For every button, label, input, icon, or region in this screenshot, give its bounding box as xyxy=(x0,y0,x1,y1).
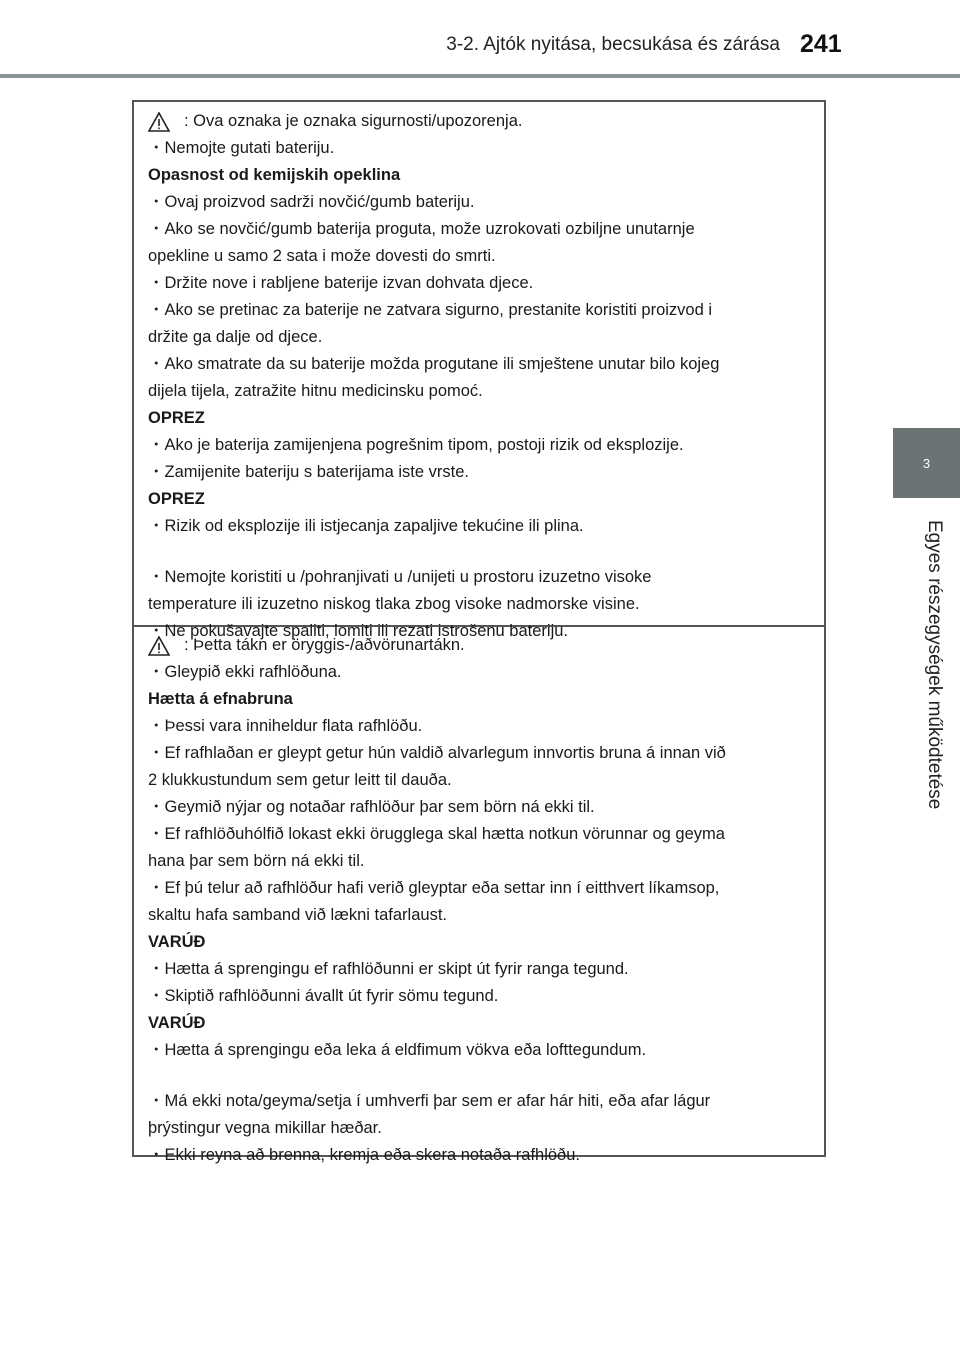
text-line: ・Ovaj proizvod sadrži novčić/gumb bateriju. xyxy=(148,193,475,211)
text-line: hana þar sem börn ná ekki til. xyxy=(148,852,365,870)
header-rule xyxy=(0,74,960,78)
text-line: ・Ako je baterija zamijenjena pogrešnim tipom, postoji rizik od eksplozije. xyxy=(148,436,684,454)
warning-box-icelandic xyxy=(132,627,826,1164)
text-line: držite ga dalje od djece. xyxy=(148,328,323,346)
text-line: opekline u samo 2 sata i može dovesti do smrti. xyxy=(148,247,496,265)
warning-intro xyxy=(148,632,814,659)
text-line: 2 klukkustundum sem getur leitt til dauða. xyxy=(148,771,452,789)
text-line: þrýstingur vegna mikillar hæðar. xyxy=(148,1119,382,1137)
text-line: ・Držite nove i rabljene baterije izvan dohvata djece. xyxy=(148,274,534,292)
warning-triangle-icon xyxy=(148,112,170,132)
text-line: ・Rizik od eksplozije ili istjecanja zapaljive tekućine ili plina. xyxy=(148,517,584,535)
text-line: ・Þessi vara inniheldur flata rafhlöðu. xyxy=(148,717,423,735)
text-line: ・Ef þú telur að rafhlöður hafi verið gleyptar eða settar inn í eitthvert líkamsop, xyxy=(148,879,720,897)
warning-intro-text: : Þetta tákn er öryggis-/aðvörunartákn. xyxy=(184,636,465,654)
text-line: ・Ako se novčić/gumb baterija proguta, može uzrokovati ozbiljne unutarnje xyxy=(148,220,695,238)
text-line: ・Ako smatrate da su baterije možda progutane ili smještene unutar bilo kojeg xyxy=(148,355,720,373)
text-line: ・Nemojte koristiti u /pohranjivati u /unijeti u prostoru izuzetno visoke xyxy=(148,568,652,586)
page-number: 241 xyxy=(800,30,842,58)
text-line: ・Gleypið ekki rafhlöðuna. xyxy=(148,663,342,681)
text-line: ・Ef rafhlaðan er gleypt getur hún valdið alvarlegum innvortis bruna á innan við xyxy=(148,744,726,762)
section-heading: Hætta á efnabruna xyxy=(148,690,293,708)
text-line: temperature ili izuzetno niskog tlaka zbog visoke nadmorske visine. xyxy=(148,595,640,613)
chapter-number: 3 xyxy=(922,455,931,471)
warning-intro xyxy=(148,108,814,135)
section-heading: VARÚÐ xyxy=(148,933,206,951)
chapter-label: Egyes részegységek működtetése xyxy=(924,520,945,810)
text-line: ・Má ekki nota/geyma/setja í umhverfi þar sem er afar hár hiti, eða afar lágur xyxy=(148,1092,711,1110)
text-line: ・Hætta á sprengingu ef rafhlöðunni er skipt út fyrir ranga tegund. xyxy=(148,960,629,978)
text-line: ・Ne pokušavajte spaliti, lomiti ili rezati istrošenu bateriju. xyxy=(148,622,569,640)
section-heading: OPREZ xyxy=(148,490,205,508)
text-line: ・Zamijenite bateriju s baterijama iste vrste. xyxy=(148,463,469,481)
warning-box-croatian xyxy=(132,100,826,640)
text-line: ・Skiptið rafhlöðunni ávallt út fyrir sömu tegund. xyxy=(148,987,499,1005)
text-line: ・Ef rafhlöðuhólfið lokast ekki örugglega skal hætta notkun vörunnar og geyma xyxy=(148,825,725,843)
section-heading: VARÚÐ xyxy=(148,1014,206,1032)
text-line: ・Nemojte gutati bateriju. xyxy=(148,139,335,157)
text-line: dijela tijela, zatražite hitnu medicinsku pomoć. xyxy=(148,382,483,400)
section-heading: OPREZ xyxy=(148,409,205,427)
text-line: ・Hætta á sprengingu eða leka á eldfimum vökva eða lofttegundum. xyxy=(148,1041,647,1059)
text-line: ・Ekki reyna að brenna, kremja eða skera notaða rafhlöðu. xyxy=(148,1146,580,1164)
chapter-tab xyxy=(893,428,960,498)
text-line: ・Ako se pretinac za baterije ne zatvara sigurno, prestanite koristiti proizvod i xyxy=(148,301,713,319)
warning-intro-text: : Ova oznaka je oznaka sigurnosti/upozorenja. xyxy=(184,112,523,130)
text-line: ・Geymið nýjar og notaðar rafhlöður þar sem börn ná ekki til. xyxy=(148,798,595,816)
text-line: skaltu hafa samband við lækni tafarlaust. xyxy=(148,906,447,924)
section-heading: Opasnost od kemijskih opeklina xyxy=(148,166,401,184)
warning-triangle-icon xyxy=(148,636,170,656)
page-header-title: 3-2. Ajtók nyitása, becsukása és zárása xyxy=(446,34,780,55)
